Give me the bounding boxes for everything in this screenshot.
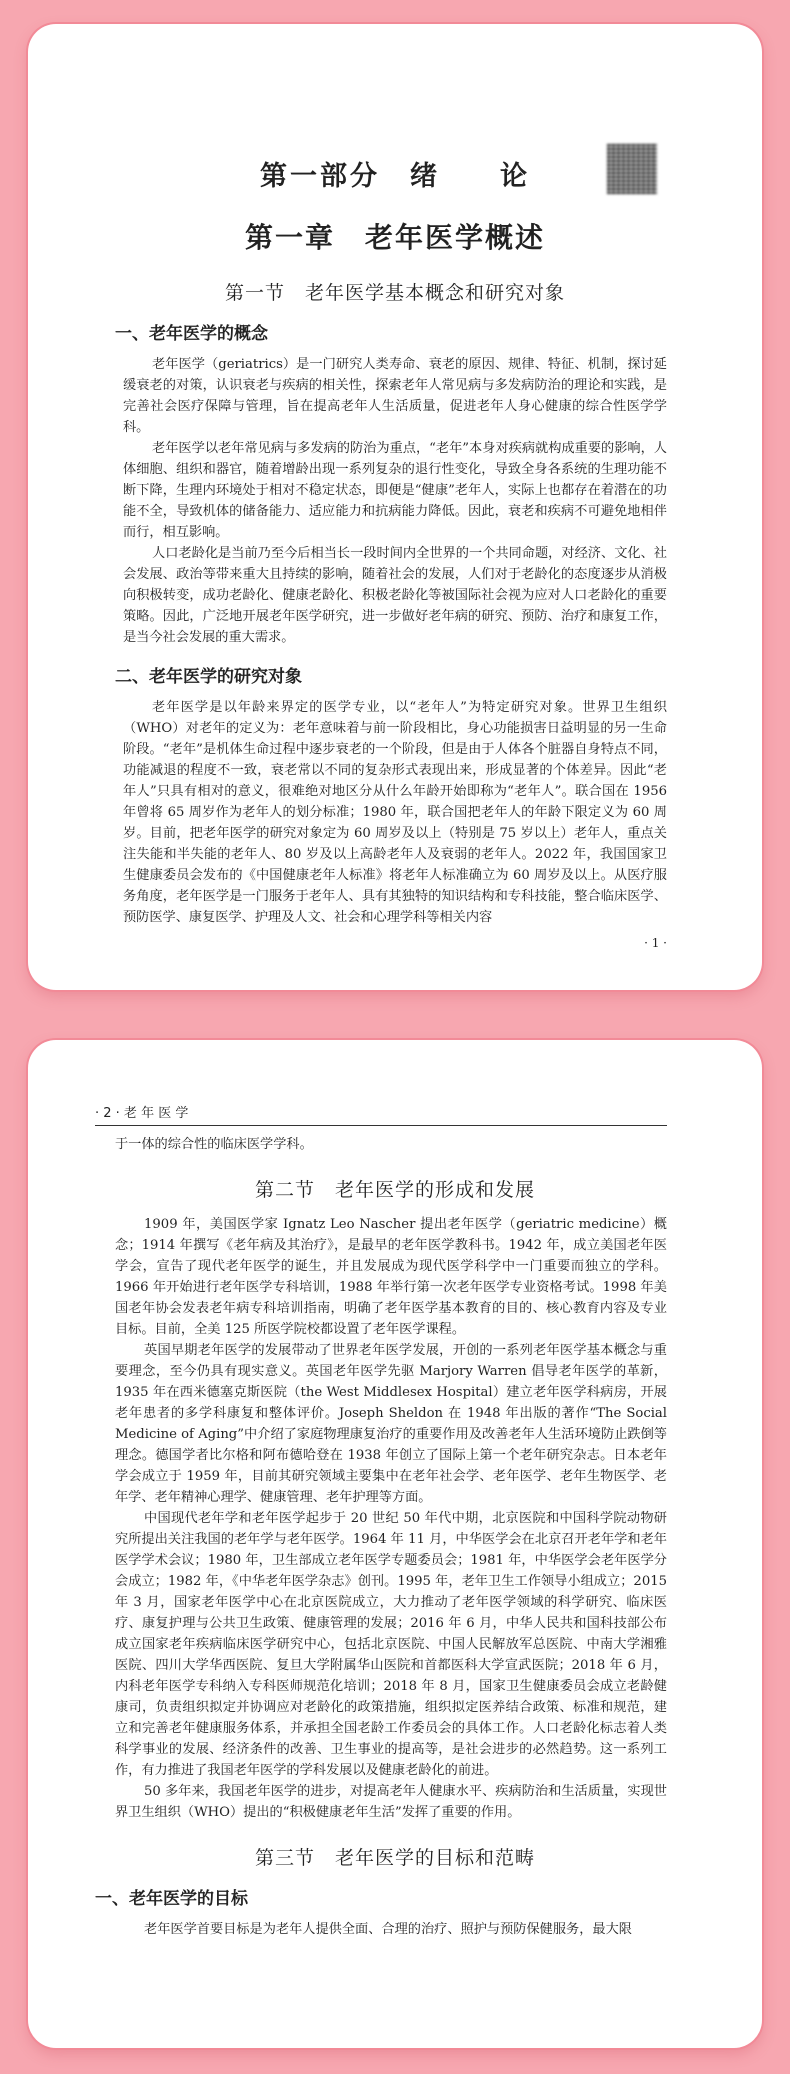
chapter-title: 第一章 老年医学概述 xyxy=(244,221,545,254)
subsection-title-goals: 一、老年医学的目标 xyxy=(95,1889,248,1909)
paragraph: 老年医学首要目标是为老年人提供全面、合理的治疗、照护与预防保健服务，最大限 xyxy=(144,1922,632,1937)
paragraph: 50 多年来，我国老年医学的进步，对提高老年人健康水平、疾病防治和生活质量，实现世界卫生组织（WHO）提出的“积极健康老年生活”发挥了重要的作用。 xyxy=(115,1784,667,1820)
paragraph: 1909 年，美国医学家 Ignatz Leo Nascher 提出老年医学（geriatric medicine）概念；1914 年撰写《老年病及其治疗》，是最早的老年医学教科书。1942 年，成立美国老年医学会，宣告了现代老年医学的诞生，并且发展成为现代医学科学中一门重要而独立的学科。1966 年开始进行老年医学专科培训，1988 年举行第一次老年医学专业资格考试。1998 年美国老年协会发表老年病专科培训指南，明确了老年医学基本教育的目的、核心教育内容及专业目标。目前，全美 125 所医学院校都设置了老年医学课程。 xyxy=(115,1217,667,1337)
part-title: 第一部分 绪 论 xyxy=(123,154,667,194)
page-number: · 1 · xyxy=(644,936,667,950)
paragraph: 人口老龄化是当前乃至今后相当长一段时间内全世界的一个共同命题，对经济、文化、社会发展、政治等带来重大且持续的影响，随着社会的发展，人们对于老龄化的态度逐步从消极向积极转变，成功老龄化、健康老龄化、积极老龄化等被国际社会视为应对人口老龄化的重要策略。因此，广泛地开展老年医学研究，进一步做好老年病的研究、预防、治疗和康复工作，是当今社会发展的重大需求。 xyxy=(123,546,667,645)
section-title: 第一节 老年医学基本概念和研究对象 xyxy=(224,282,565,304)
section-title: 第三节 老年医学的目标和范畴 xyxy=(254,1847,535,1869)
section-title: 第二节 老年医学的形成和发展 xyxy=(254,1179,535,1201)
running-head: · 2 · 老 年 医 学 xyxy=(95,1102,667,1126)
subsection-title-subjects: 二、老年医学的研究对象 xyxy=(115,667,302,687)
page-1 xyxy=(28,24,762,990)
paragraph: 老年医学是以年龄来界定的医学专业，以“老年人”为特定研究对象。世界卫生组织（WHO）对老年的定义为：老年意味着与前一阶段相比，身心功能损害日益明显的另一生命阶段。“老年”是机体生命过程中逐步衰老的一个阶段，但是由于人体各个脏器自身特点不同，功能减退的程度不一致，衰老常以不同的复杂形式表现出来，形成显著的个体差异。因此“老年人”只具有相对的意义，很难绝对地区分从什么年龄开始即称为“老年人”。联合国在 1956 年曾将 65 周岁作为老年人的划分标准；1980 年，联合国把老年人的年龄下限定义为 60 周岁。目前，把老年医学的研究对象定为 60 周岁及以上（特别是 75 岁以上）老年人，重点关注失能和半失能的老年人、80 岁及以上高龄老年人及衰弱的老年人。2022 年，我国国家卫生健康委员会发布的《中国健康老年人标准》将老年人标准确立为 60 周岁及以上。从医疗服务角度，老年医学是一门服务于老年人、具有其独特的知识结构和专科技能，整合临床医学、预防医学、康复医学、护理及人文、社会和心理学科等相关内容 xyxy=(123,700,667,925)
paragraph: 老年医学以老年常见病与多发病的防治为重点，“老年”本身对疾病就构成重要的影响，人体细胞、组织和器官，随着增龄出现一系列复杂的退行性变化，导致全身各系统的生理功能不断下降，生理内环境处于相对不稳定状态，即便是“健康”老年人，实际上也都存在着潜在的功能不全，导致机体的储备能力、适应能力和抗病能力降低。因此，衰老和疾病不可避免地相伴而行，相互影响。 xyxy=(123,441,667,540)
subsection-title-concept: 一、老年医学的概念 xyxy=(115,324,268,344)
page-2 xyxy=(28,1040,762,2048)
paragraph: 英国早期老年医学的发展带动了世界老年医学发展，开创的一系列老年医学基本概念与重要理念，至今仍具有现实意义。英国老年医学先驱 Marjory Warren 倡导老年医学的革新，1935 年在西米德塞克斯医院（the West Middlesex Hospital）建立老年医学科病房，开展老年患者的多学科康复和整体评价。Joseph Sheldon 在 1948 年出版的著作“The Social Medicine of Aging”中介绍了家庭物理康复治疗的重要作用及改善老年人生活环境防止跌倒等理念。德国学者比尔格和阿布德哈登在 1938 年创立了国际上第一个老年研究杂志。日本老年学会成立于 1959 年，目前其研究领域主要集中在老年社会学、老年医学、老年生物医学、老年学、老年精神心理学、健康管理、老年护理等方面。 xyxy=(115,1343,667,1505)
paragraph: 老年医学（geriatrics）是一门研究人类寿命、衰老的原因、规律、特征、机制，探讨延缓衰老的对策，认识衰老与疾病的相关性，探索老年人常见病与多发病防治的理论和实践，是完善社会医疗保障与管理，旨在提高老年人生活质量，促进老年人身心健康的综合性医学学科。 xyxy=(123,357,667,435)
paragraph: 中国现代老年学和老年医学起步于 20 世纪 50 年代中期，北京医院和中国科学院动物研究所提出关注我国的老年学与老年医学。1964 年 11 月，中华医学会在北京召开老年学和老年医学学术会议；1980 年，卫生部成立老年医学专题委员会；1981 年，中华医学会老年医学分会成立；1982 年，《中华老年医学杂志》创刊。1995 年，老年卫生工作领导小组成立；2015 年 3 月，国家老年医学中心在北京医院成立，大力推动了老年医学领域的科学研究、临床医疗、康复护理与公共卫生政策、健康管理的发展；2016 年 6 月，中华人民共和国科技部公布成立国家老年疾病临床医学研究中心，包括北京医院、中国人民解放军总医院、中南大学湘雅医院、四川大学华西医院、复旦大学附属华山医院和首都医科大学宣武医院；2018 年 6 月，内科老年医学专科纳入专科医师规范化培训；2018 年 8 月，国家卫生健康委员会成立老龄健康司，负责组织拟定并协调应对老龄化的政策措施，组织拟定医养结合政策、标准和规范，建立和完善老年健康服务体系，并承担全国老龄工作委员会的具体工作。人口老龄化标志着人类科学事业的发展、经济条件的改善、卫生事业的提高等，是社会进步的必然趋势。这一系列工作，有力推进了我国老年医学的学科发展以及健康老龄化的前进。 xyxy=(115,1511,667,1778)
continuation-text: 于一体的综合性的临床医学学科。 xyxy=(115,1137,313,1152)
qr-code-image[interactable] xyxy=(607,144,657,194)
